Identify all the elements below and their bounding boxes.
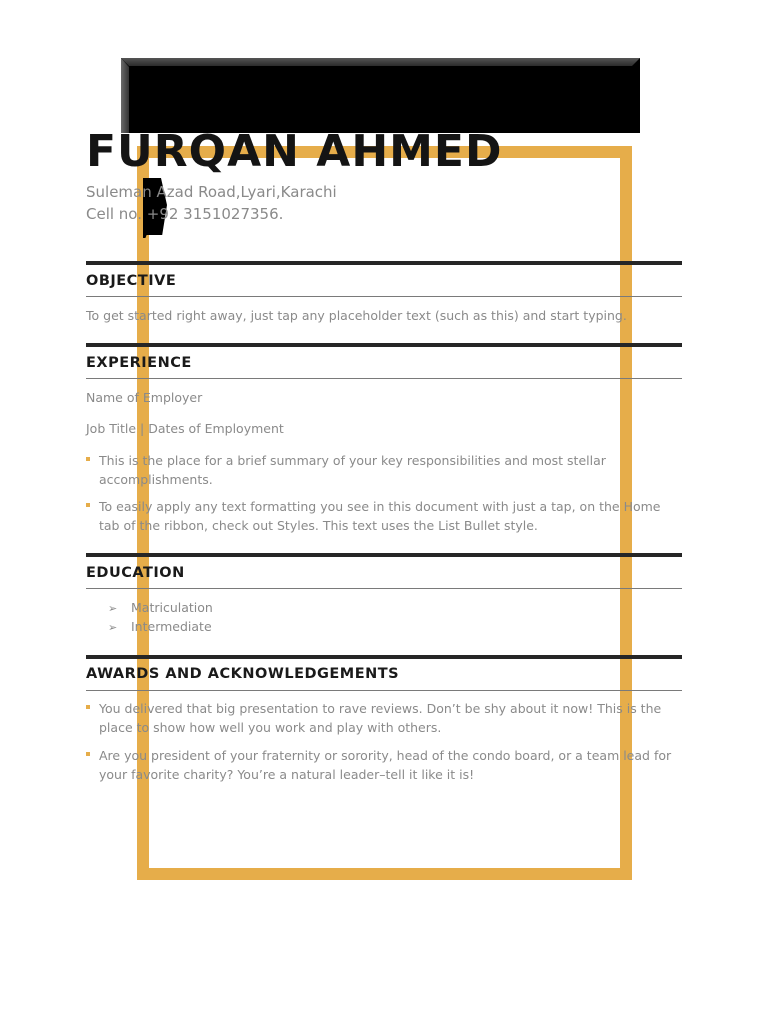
list-item-text: This is the place for a brief summary of your key responsibilities and most stellar accomplishments. — [99, 453, 606, 487]
bullet-square-icon — [86, 752, 90, 756]
bar-bevel-left — [121, 58, 129, 133]
black-header-bar — [121, 58, 640, 133]
bullet-square-icon — [86, 503, 90, 507]
section-rule-thin — [86, 378, 682, 379]
bar-bevel-top — [121, 58, 640, 66]
experience-heading: EXPERIENCE — [86, 355, 192, 371]
section-rule-thin — [86, 588, 682, 589]
objective-heading: OBJECTIVE — [86, 273, 177, 289]
resume-name: FURQAN AHMED — [86, 126, 503, 177]
list-item-text: You delivered that big presentation to rave reviews. Don’t be shy about it now! This is the place to show how well you work and play with others. — [99, 701, 662, 735]
employer-name: Name of Employer — [86, 390, 203, 405]
list-item-text: Are you president of your fraternity or sorority, head of the condo board, or a team lead for your favorite charity? You’re a natural leader–tell it like it is! — [99, 748, 672, 782]
phone-line: Cell no. +92 3151027356. — [86, 205, 284, 223]
arrow-bullet-icon: ➢ — [108, 602, 118, 615]
section-rule-thick — [86, 655, 682, 659]
list-item — [108, 617, 212, 637]
education-heading: EDUCATION — [86, 565, 185, 581]
bullet-square-icon — [86, 705, 90, 709]
list-item-text: To easily apply any text formatting you see in this document with just a tap, on the Home tab of the ribbon, check out Styles. This text uses the List Bullet style. — [99, 499, 661, 533]
education-item: Matriculation — [131, 600, 213, 615]
list-item — [108, 598, 213, 618]
section-rule-thin — [86, 296, 682, 297]
arrow-bullet-icon: ➢ — [108, 621, 118, 634]
awards-heading: AWARDS AND ACKNOWLEDGEMENTS — [86, 666, 400, 682]
section-rule-thick — [86, 261, 682, 265]
education-item: Intermediate — [131, 619, 212, 634]
job-title-dates: Job Title | Dates of Employment — [86, 421, 284, 436]
bullet-square-icon — [86, 457, 90, 461]
address-line: Suleman Azad Road,Lyari,Karachi — [86, 183, 337, 201]
section-rule-thick — [86, 553, 682, 557]
objective-text: To get started right away, just tap any placeholder text (such as this) and start typing. — [86, 308, 627, 323]
section-rule-thin — [86, 690, 682, 691]
section-rule-thick — [86, 343, 682, 347]
